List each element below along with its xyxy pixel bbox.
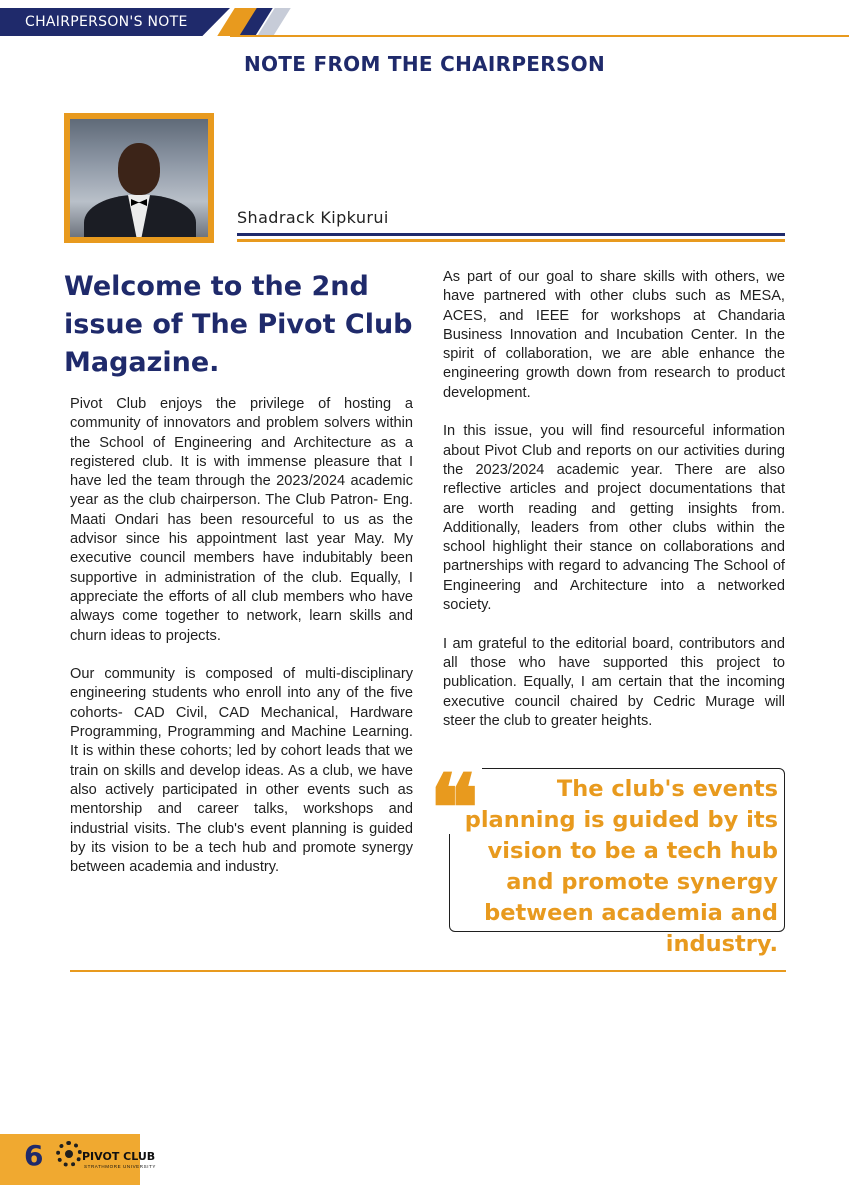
gear-icon [56,1141,82,1167]
logo-title: PIVOT CLUB [82,1150,156,1163]
author-photo [64,113,214,243]
header-rule [230,35,849,37]
paragraph: Our community is composed of multi-disciplinary engineering students who enroll into any of the five cohorts- CAD Civil, CAD Mechanical, Hardware Programming, Programming and Machine Learning. It is within these cohorts; led by cohort leads that we train on skills and develop ideas. As a club, we have also actively participated in other events such as mentorship and career talks, workshops and industrial visits. The club's event planning is guided by its vision to be a tech hub and promote synergy between academia and industry. [70,666,413,876]
right-column [443,268,785,750]
author-rule-navy [237,233,785,236]
paragraph: In this issue, you will find resourceful information about Pivot Club and reports on our activities during the 2023/2024 academic year. There are also reflective articles and project documentations that are worth reading and getting insights from. Additionally, leaders from other clubs within the school highlight their stance on collaborations and partnerships with regard to advancing The School of Engineering and Architecture into a networked society. [443,423,785,614]
section-label: CHAIRPERSON'S NOTE [25,14,188,30]
bottom-rule [70,970,786,972]
author-rule-orange [237,239,785,242]
page-title: NOTE FROM THE CHAIRPERSON [243,52,606,76]
logo-subtitle: STRATHMORE UNIVERSITY [84,1164,157,1169]
article-headline: Welcome to the 2nd issue of The Pivot Club Magazine. [64,271,413,378]
open-quote-icon: ❝ [426,760,482,834]
paragraph: As part of our goal to share skills with others, we have partnered with other clubs such as MESA, ACES, and IEEE for workshops at Chandaria Business Innovation and Incubation Center. In the spirit of collaboration, we are able enhance the engineering growth down from research to product development. [443,269,785,401]
paragraph: I am grateful to the editorial board, contributors and all those who have supported this project to publication. Equally, I am certain that the incoming executive council chaired by Cedric Murage will steer the club to greater heights. [443,635,785,729]
paragraph: Pivot Club enjoys the privilege of hosting a community of innovators and problem solvers within the School of Engineering and Architecture as a registered club. It is with immense pleasure that I have led the team through the 2023/2024 academic year as the club chairperson. The Club Patron- Eng. Maati Ondari has been resourceful to us as the advisor since his appointment last year May. My executive council members have indubitably been supportive in administration of the club. Equally, I appreciate the efforts of all club members who have always come together to network, learn skills and churn ideas to projects. [70,396,413,644]
author-name: Shadrack Kipkurui [237,208,389,227]
portrait-image [70,119,208,237]
page-number: 6 [24,1139,44,1172]
left-column [70,395,413,897]
pull-quote: The club's events planning is guided by its vision to be a tech hub and promote synergy between academia and industry. [464,776,778,957]
